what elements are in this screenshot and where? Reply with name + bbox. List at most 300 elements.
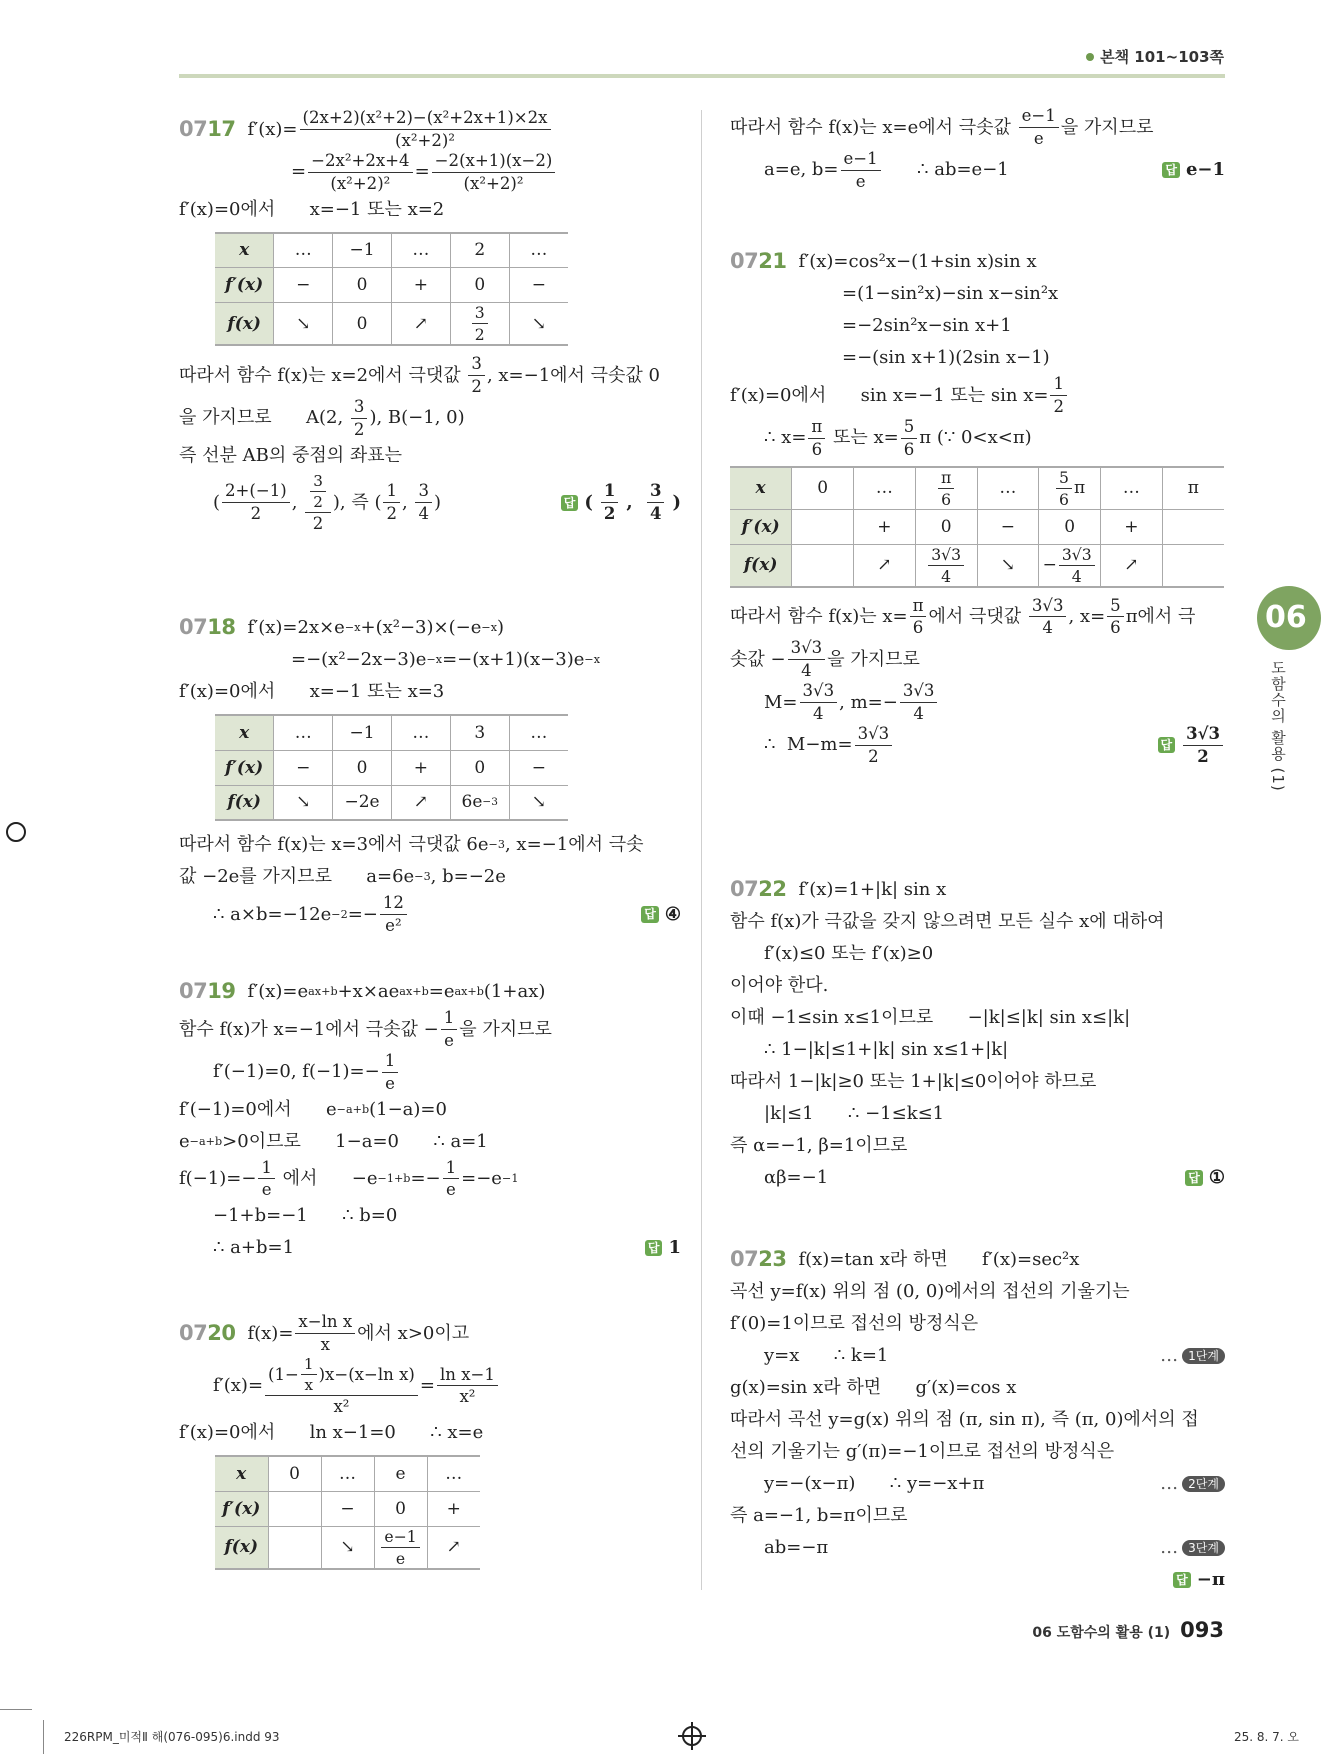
fraction [383, 481, 400, 524]
math-text: f′(x)=0에서 x=−1 또는 x=2 [179, 198, 445, 220]
math-text: (2x+2)(x²+2)−(x²+2x+1)×2x [302, 108, 548, 127]
math-text: e [855, 171, 866, 191]
table-cell [915, 467, 977, 510]
crop-mark [43, 1720, 44, 1754]
fraction [841, 149, 881, 192]
math-text: , x= [1068, 606, 1106, 628]
table-cell [427, 1526, 480, 1569]
table-cell [509, 785, 568, 820]
denominator [853, 171, 869, 192]
math-text: f′(x) [222, 1498, 261, 1519]
table-cell [977, 509, 1039, 544]
numerator [901, 417, 918, 439]
math-text: −1 [349, 240, 375, 261]
table-cell [333, 233, 392, 268]
table-cell [391, 715, 450, 750]
math-text: − [340, 1498, 355, 1519]
problem-number-prefix: 07 [179, 116, 208, 141]
table-cell [509, 715, 568, 750]
fraction [415, 481, 432, 524]
math-text: 12 [382, 893, 404, 912]
math-text: 6 [1110, 618, 1121, 638]
table-cell [391, 785, 450, 820]
solution-line [179, 1355, 681, 1417]
math-text: − [1042, 555, 1057, 575]
numerator [900, 681, 938, 703]
math-group [268, 1355, 415, 1395]
fraction [901, 417, 918, 460]
math-text: e−1 [1021, 106, 1056, 125]
math-text: 선의 기울기는 g′(π)=−1이므로 접선의 방정식은 [730, 1441, 1115, 1463]
denominator [1107, 617, 1124, 638]
numerator [222, 481, 290, 503]
math-text: 1 [668, 1237, 681, 1259]
math-text: − [296, 275, 311, 295]
denominator [865, 746, 882, 767]
fraction [300, 108, 551, 151]
answer-badge-icon: 답 [561, 495, 579, 511]
math-text: ), B(−1, 0) [369, 407, 465, 429]
denominator [1039, 617, 1056, 638]
book-reference-text: 본책 101~103쪽 [1100, 48, 1224, 66]
step-badge: 1단계 [1182, 1348, 1225, 1364]
table-row [215, 750, 568, 785]
answer [1185, 1167, 1225, 1189]
solution-line [179, 1126, 681, 1158]
math-text: 6 [912, 618, 924, 638]
fraction [1019, 106, 1059, 149]
table-cell [274, 715, 333, 750]
chapter-tab-number: 06 [1257, 586, 1321, 650]
math-text: y=−(x−π) ∴ y=−x+π [764, 1473, 985, 1495]
math-text: 0 [817, 478, 829, 498]
numerator [1059, 545, 1095, 566]
numerator [265, 1355, 418, 1397]
table-cell [450, 715, 509, 750]
math-text: 또는 x= [827, 427, 899, 449]
crop-mark [0, 1709, 32, 1710]
solution-line [730, 1404, 1225, 1436]
fraction [381, 1527, 419, 1568]
problem-number-prefix: 07 [730, 1247, 759, 1272]
registration-mark-icon [682, 1726, 702, 1746]
math-text: e−1 [1185, 159, 1225, 181]
solution-line [179, 440, 681, 472]
problem-number [730, 249, 786, 274]
math-text: f(x) [227, 792, 261, 813]
table-cell [215, 268, 274, 303]
math-group [308, 472, 328, 512]
numerator [258, 1158, 275, 1180]
denominator [383, 503, 400, 524]
math-text: 1 [443, 1008, 455, 1027]
problem-number-suffix: 18 [207, 615, 236, 640]
numerator [437, 1365, 498, 1387]
table-row [730, 509, 1224, 544]
math-text: x−ln x [298, 1312, 353, 1331]
superscript: −2 [331, 907, 348, 921]
math-text: 따라서 함수 f(x)는 x= [730, 606, 908, 628]
solution-line [179, 612, 681, 644]
table-row [215, 1491, 480, 1526]
math-text: 따라서 함수 f(x)는 x=2에서 극댓값 [179, 364, 467, 386]
fraction [808, 417, 825, 460]
math-text: = [419, 1375, 435, 1397]
math-text: f(x) [224, 1537, 259, 1558]
table-row [215, 785, 568, 820]
math-text: −2e [344, 792, 380, 813]
table-cell [215, 1491, 268, 1526]
step-marker [1160, 1345, 1225, 1367]
answer [561, 481, 681, 524]
math-text: 2 [312, 514, 324, 534]
table-cell [274, 268, 333, 303]
math-text: ↗ [446, 1537, 461, 1558]
math-text: 2 [603, 503, 616, 524]
math-text: 0 [474, 757, 486, 778]
problem-number-prefix: 07 [179, 979, 208, 1004]
denominator [1194, 746, 1212, 767]
math-text: ) [434, 491, 442, 513]
math-text: x [755, 478, 766, 498]
math-text: ↗ [413, 313, 429, 334]
math-text: 0 [395, 1498, 406, 1519]
solution-line [730, 106, 1225, 149]
math-text: … [339, 1463, 356, 1484]
table-cell [391, 750, 450, 785]
solution-line [179, 893, 681, 936]
table-cell [333, 715, 392, 750]
numerator [443, 1158, 460, 1180]
math-text: ∴ ab=e−1 [882, 159, 1009, 181]
math-text: 6 [903, 439, 915, 459]
numerator [301, 1355, 317, 1375]
variation-table [215, 232, 568, 347]
math-text: 3√3 [931, 544, 962, 564]
math-text: 4 [1071, 566, 1082, 586]
math-text: 1 [386, 481, 398, 501]
math-text: π [940, 467, 952, 487]
problem-number-suffix: 20 [207, 1320, 236, 1345]
math-text: ↗ [1124, 555, 1139, 575]
problem-0722 [730, 874, 1225, 1194]
math-text: 에서 x>0이고 [357, 1322, 470, 1344]
math-text: =− [347, 903, 378, 925]
denominator [1069, 566, 1085, 586]
math-text: x² [459, 1387, 476, 1407]
solution-line [730, 1436, 1225, 1468]
math-text: ↘ [531, 313, 546, 334]
table-cell [321, 1526, 374, 1569]
problem-0720-continued [730, 106, 1225, 192]
numerator [1050, 374, 1067, 396]
table-cell [977, 544, 1039, 587]
denominator [441, 1030, 457, 1051]
math-text: =−(x²−2x−3)e [291, 649, 427, 671]
table-cell [450, 303, 509, 346]
math-text: 0 [356, 757, 368, 778]
table-row [215, 268, 568, 303]
denominator [901, 439, 918, 460]
numerator [380, 893, 407, 915]
math-text: ① [1208, 1167, 1225, 1189]
math-text: ↘ [1000, 555, 1015, 575]
solution-line [730, 278, 1225, 310]
math-text: e [395, 1548, 406, 1568]
problem-0720 [179, 1312, 681, 1578]
fraction [910, 596, 927, 639]
math-text: ) [497, 617, 505, 639]
solution-line [730, 1130, 1225, 1162]
problem-number [179, 117, 235, 142]
solution-line [730, 1098, 1225, 1130]
math-text: π [1187, 478, 1199, 498]
table-cell [268, 1491, 321, 1526]
math-group [1043, 545, 1097, 586]
fraction [308, 151, 412, 194]
denominator [310, 492, 326, 511]
fraction [305, 472, 331, 534]
fraction [800, 681, 838, 724]
table-cell [730, 544, 792, 587]
solution-line [179, 108, 681, 151]
denominator [443, 1179, 459, 1200]
math-text: f(x) [743, 555, 778, 575]
math-text: 4 [649, 503, 662, 524]
fraction [1059, 545, 1095, 586]
fraction [432, 151, 556, 194]
math-text: + [413, 757, 429, 778]
table-cell [274, 750, 333, 785]
math-text: −1 [349, 722, 375, 743]
math-text: (1+ax) [483, 981, 546, 1003]
math-text: π [811, 416, 823, 436]
denominator [327, 173, 393, 194]
math-text: ↘ [296, 313, 311, 334]
table-cell [215, 1456, 268, 1491]
numerator [855, 724, 893, 746]
math-text: ④ [664, 903, 681, 925]
math-text: , [626, 491, 639, 513]
table-cell [333, 785, 392, 820]
solution-line [730, 342, 1225, 374]
math-text: 1 [261, 1157, 272, 1177]
math-text: + [877, 516, 892, 537]
solution-line [179, 194, 681, 226]
print-date: 25. 8. 7. 오 [1233, 1730, 1299, 1744]
numerator [310, 472, 326, 492]
math-text: 2 [474, 240, 486, 261]
fraction [472, 303, 488, 344]
math-text: 1 [384, 1050, 396, 1070]
math-text: −2x²+2x+4 [311, 150, 410, 170]
table-cell [509, 750, 568, 785]
math-text: f′(x)=cos²x−(1+sin x)sin x [798, 251, 1037, 273]
solution-line [730, 374, 1225, 417]
math-text: ∴ a+b=1 [213, 1237, 295, 1259]
table-cell [792, 467, 854, 510]
fraction [938, 468, 954, 509]
bullet-dot-icon [1086, 53, 1094, 61]
math-text: 을 가지므로 [459, 1018, 552, 1040]
problem-number [179, 979, 235, 1004]
math-text: … [999, 478, 1017, 498]
table-cell [215, 715, 274, 750]
math-text: −1+b=−1 ∴ b=0 [213, 1205, 398, 1227]
solution-line [730, 1532, 1225, 1564]
math-text: 4 [813, 703, 824, 723]
problem-0718 [179, 612, 681, 936]
denominator [601, 503, 619, 524]
variation-table [215, 1455, 480, 1570]
fraction [1056, 468, 1072, 509]
table-row [215, 303, 568, 346]
denominator [318, 1334, 333, 1355]
math-text: =−2sin²x−sin x+1 [842, 315, 1012, 337]
math-text: 따라서 함수 f(x)는 x=e에서 극솟값 [730, 116, 1017, 138]
numerator [472, 303, 488, 324]
math-text: (1− [268, 1364, 299, 1384]
math-text: 4 [1042, 618, 1053, 638]
superscript: −3 [414, 870, 431, 884]
denominator [472, 324, 488, 344]
math-text: 따라서 1−|k|≥0 또는 1+|k|≤0이어야 하므로 [730, 1071, 1097, 1093]
math-text: f(x)= [247, 1322, 294, 1344]
superscript: ax+b [454, 985, 484, 999]
math-text: 곡선 y=f(x) 위의 점 (0, 0)에서의 접선의 기울기는 [730, 1281, 1130, 1303]
table-cell [1039, 509, 1101, 544]
table-cell [450, 268, 509, 303]
solution-line [730, 246, 1225, 278]
numerator [841, 149, 881, 171]
fraction [380, 893, 407, 936]
solution-line [730, 596, 1225, 639]
math-text: = [414, 161, 430, 183]
math-text: e [1033, 128, 1044, 148]
math-text: … [294, 240, 312, 261]
math-text: 2 [250, 504, 262, 524]
step-badge: 2단계 [1182, 1476, 1225, 1492]
math-text: ↘ [340, 1537, 355, 1558]
math-text: 3 [649, 480, 662, 501]
math-text: 1 [1053, 374, 1064, 393]
math-group [462, 792, 498, 812]
math-text: =e [428, 981, 455, 1003]
superscript: −1+b [377, 1172, 411, 1186]
numerator [351, 397, 368, 419]
math-text: π (∵ 0<x<π) [919, 427, 1032, 449]
solution-line [179, 1200, 681, 1232]
solution-line [730, 681, 1225, 724]
numerator [382, 1051, 399, 1073]
math-text: f(x) [227, 313, 261, 334]
math-text: +(x²−3)×(−e [360, 617, 482, 639]
table-cell [854, 509, 916, 544]
math-text: 함수 f(x)가 극값을 갖지 않으려면 모든 실수 x에 대하여 [730, 911, 1165, 933]
solution-line [179, 1051, 681, 1094]
registration-mark-icon [6, 822, 26, 842]
math-text: (x²+2)² [463, 173, 524, 193]
math-text: , x=−1에서 극솟값 0 [486, 364, 660, 386]
math-text: x² [333, 1397, 350, 1417]
fraction [310, 472, 326, 512]
math-text: ↘ [531, 792, 546, 813]
solution-line [179, 397, 681, 440]
math-text: +x×ae [337, 981, 400, 1003]
math-text: 따라서 곡선 y=g(x) 위의 점 (π, sin π), 즉 (π, 0)에서의 접 [730, 1409, 1199, 1431]
page-footer [1032, 1618, 1224, 1642]
table-cell [321, 1491, 374, 1526]
step-marker [1160, 1537, 1225, 1559]
problem-number-prefix: 07 [730, 877, 759, 902]
math-text: ↘ [296, 792, 311, 813]
table-cell [509, 233, 568, 268]
solution-line [179, 976, 681, 1008]
numerator [788, 638, 826, 660]
table-cell [1039, 467, 1101, 510]
math-text: f′(x)=0에서 ln x−1=0 ∴ x=e [179, 1422, 484, 1444]
fraction [1183, 724, 1223, 767]
math-text: 3 [418, 481, 429, 501]
math-text: 5 [1110, 595, 1121, 615]
denominator [393, 1548, 408, 1568]
math-text: −π [1196, 1569, 1225, 1591]
table-cell [215, 1526, 268, 1569]
fraction [441, 1008, 458, 1051]
solution-line [179, 472, 681, 534]
solution-line [730, 724, 1225, 767]
table-cell [730, 509, 792, 544]
denominator [1031, 128, 1047, 149]
solution-line [730, 1308, 1225, 1340]
solution-line [730, 874, 1225, 906]
ellipsis: … [1160, 1537, 1179, 1559]
solution-line [730, 1468, 1225, 1500]
math-text: 이어야 한다. [730, 975, 829, 997]
numerator [601, 481, 619, 503]
table-cell [1162, 467, 1224, 510]
fraction [855, 724, 893, 767]
solution-line [179, 829, 681, 861]
denominator [392, 130, 458, 151]
numerator [295, 1312, 355, 1334]
solution-line [179, 1008, 681, 1051]
numerator [415, 481, 432, 503]
table-cell [1101, 544, 1163, 587]
problem-number-suffix: 17 [207, 116, 236, 141]
numerator [938, 468, 954, 489]
math-text: 함수 f(x)가 x=−1에서 극솟값 − [179, 1018, 439, 1040]
math-text: 1 [445, 1157, 457, 1177]
math-text: a=e, b= [764, 159, 839, 181]
step-marker [1160, 1473, 1225, 1495]
table-cell [268, 1456, 321, 1491]
math-text: f′(x)= [247, 118, 298, 140]
math-text: … [1122, 478, 1140, 498]
math-text: (x²+2)² [395, 130, 455, 150]
table-cell [215, 303, 274, 346]
solution-line [730, 1162, 1225, 1194]
answer-badge-icon: 답 [1162, 162, 1180, 178]
table-cell [374, 1491, 427, 1526]
math-text: ∴ M−m= [764, 734, 853, 756]
math-text: 0 [356, 275, 368, 295]
solution-line [730, 638, 1225, 681]
numerator [1056, 468, 1072, 489]
table-row [730, 544, 1224, 587]
math-text: , m=− [839, 691, 898, 713]
problem-number-suffix: 21 [758, 249, 787, 274]
